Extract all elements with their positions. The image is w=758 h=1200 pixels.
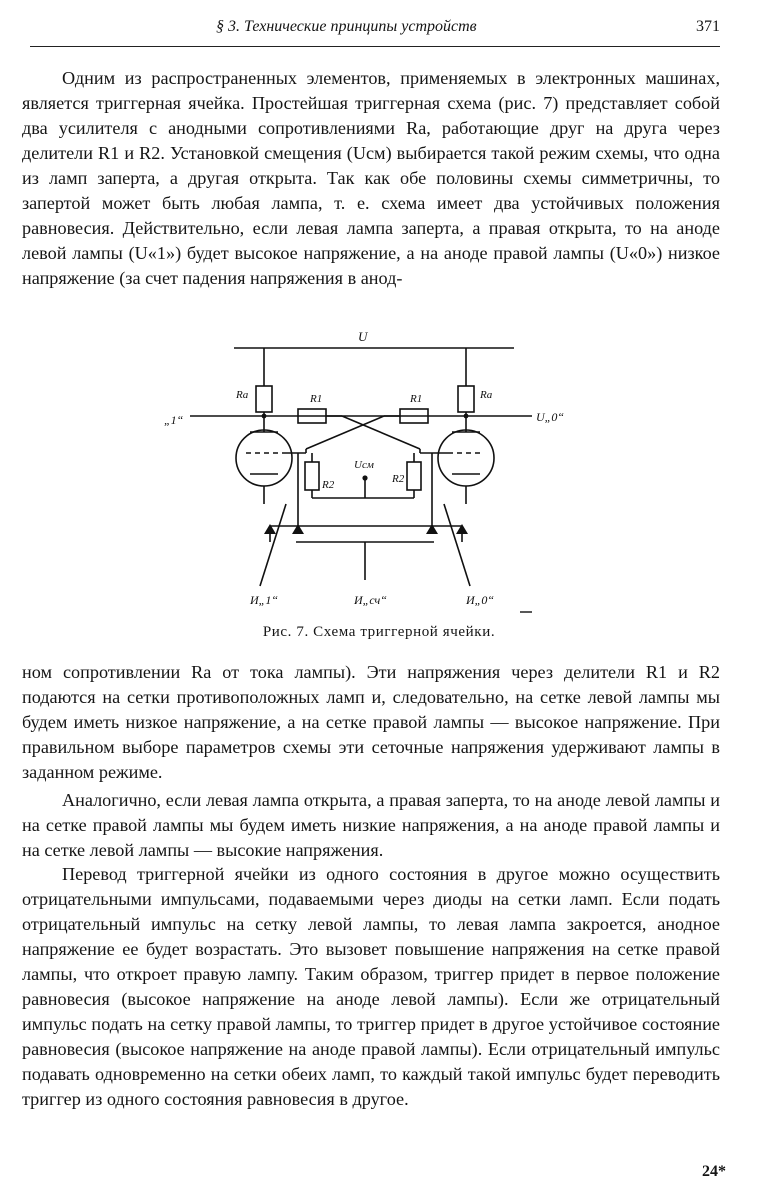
paragraph-continuation: ном сопротивлении Rа от тока лампы). Эти напряжения через делители R1 и R2 подаются на сетки противоположных ламп и, следовательно, на сетке левой лампы мы будем иметь низкое напряжение, а на сетке правой лампы — высокое напряжение. При правильном выборе параметров схемы эти сеточные напряжения удерживают лампы в заданном режиме. [22, 662, 720, 782]
paragraph-intro: Одним из распространенных элементов, применяемых в электронных машинах, является триггерная ячейка. Простейшая триггерная схема (рис. 7) представляет собой два усилителя с анодными сопротивлениями Rа, работающие друг на друга через делители R1 и R2. Установкой смещения (Uсм) выбирается такой режим схемы, что одна из ламп заперта, а другая открыта. Так как обе половины схемы симметричны, то запертой может быть любая лампа, т. е. схема имеет два устойчивых положения равновесия. Действительно, если левая лампа заперта, а правая открыта, то на аноде левой лампы (U«1») будет высокое напряжение, а на аноде правой лампы (U«0») низкое напряжение (за счет падения напряжения в анод- [22, 68, 720, 288]
paragraph-switching: Перевод триггерной ячейки из одного состояния в другое можно осуществить отрицательными импульсами, подаваемыми через диоды на сетки ламп. Если подать отрицательный импульс на сетку левой лампы, то левая лампа закроется, анодное напряжение ее будет возрастать. Это вызовет повышение напряжения на сетке правой лампы, что откроет правую лампу. Таким образом, триггер придет в первое положение равновесия (высокое напряжение на аноде левой лампы). Если же отрицательный импульс подать на сетку правой лампы, то триггер придет в другое устойчивое состояние равновесия (высокое напряжение на аноде правой лампы). Если отрицательный импульс подавать одновременно на сетки обеих ламп, то каждый такой импульс будет переводить триггер из одного состояния равновесия в другое. [22, 864, 720, 1109]
input-right-label: И„0“ [466, 593, 495, 607]
left-tube [236, 430, 292, 486]
right-tube [438, 430, 494, 486]
printer-signature: 24* [702, 1163, 726, 1180]
r2-left-resistor [305, 462, 319, 490]
running-header-title: § 3. Технические принципы устройств [216, 18, 477, 35]
bias-label: Uсм [354, 459, 374, 471]
page-number: 371 [696, 18, 720, 35]
input-center-label: И„сч“ [354, 593, 387, 607]
r1-right-label: R1 [410, 393, 423, 405]
r2-right-resistor [407, 462, 421, 490]
ra-left-label: Rа [236, 389, 249, 401]
input-left-label: И„1“ [250, 593, 279, 607]
r2-right-label: R2 [392, 473, 405, 485]
trigger-circuit-diagram [160, 328, 565, 620]
r1-left-label: R1 [310, 393, 323, 405]
ra-left-resistor [256, 386, 272, 412]
r2-left-label: R2 [322, 479, 335, 491]
trigger-circuit-figure [160, 328, 565, 620]
paragraph-analogous: Аналогично, если левая лампа открыта, а правая заперта, то на аноде левой лампы и на сетке правой лампы мы будем иметь низкие напряжения, а на аноде правой лампы и на сетке левой лампы — высокие напряжения. [22, 790, 720, 860]
ra-right-resistor [458, 386, 474, 412]
diode-symbols [262, 414, 469, 534]
figure-caption: Рис. 7. Схема триггерной ячейки. [262, 624, 496, 640]
right-output-label: U„0“ [536, 410, 565, 424]
ra-right-label: Rа [480, 389, 493, 401]
left-output-label: „1“ [164, 413, 184, 427]
supply-label: U [358, 329, 368, 344]
running-header [30, 14, 720, 47]
